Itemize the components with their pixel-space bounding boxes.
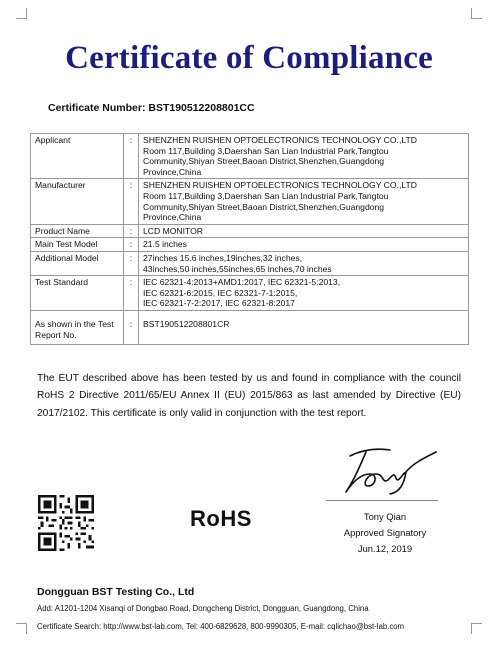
value-line: Community,Shiyan Street,Baoan District,Shenzhen,Guangdong (143, 201, 385, 212)
value-line: SHENZHEN RUISHEN OPTOELECTRONICS TECHNOLOGY CO.,LTD (143, 135, 417, 145)
issuing-company: Dongguan BST Testing Co., Ltd (37, 586, 195, 598)
value-line: IEC 62321-4:2013+AMD1:2017, IEC 62321-5:2013, (143, 277, 341, 288)
crop-mark-bottom-left (16, 623, 27, 634)
value-line: 27inches 15.6 inches,19inches,32 inches, (143, 252, 303, 263)
certificate-number: Certificate Number: BST190512208801CC (48, 102, 255, 114)
value-line: 43inches,50 inches,55inches,65 inches,70 inches (143, 263, 332, 274)
table-row (31, 238, 469, 252)
field-value (139, 311, 469, 345)
colon-separator: : (124, 134, 139, 179)
table-row (31, 179, 469, 224)
rohs-logo: RoHS (190, 506, 252, 531)
field-value (139, 224, 469, 238)
field-label: Manufacturer (31, 179, 124, 224)
value-line: BST190512208801CR (143, 319, 230, 330)
company-address: Add: A1201-1204 Xisanqi of Dongbao Road, Dongcheng District, Dongguan, Guangdong, China (37, 604, 369, 613)
colon-separator: : (124, 311, 139, 345)
certificate-title: Certificate of Compliance (65, 40, 433, 76)
crop-mark-top-left (16, 8, 27, 19)
value-line: IEC 62321-6:2015, IEC 62321-7-1:2015, (143, 287, 298, 298)
handwritten-signature (332, 444, 442, 496)
value-line: Province,China (143, 212, 202, 223)
colon-separator: : (124, 276, 139, 311)
value-line: SHENZHEN RUISHEN OPTOELECTRONICS TECHNOLOGY CO.,LTD (143, 180, 417, 191)
value-line: IEC 62321-7-2:2017, IEC 62321-8:2017 (143, 298, 295, 309)
field-value (139, 238, 469, 252)
field-value (139, 276, 469, 311)
table-row (31, 311, 469, 345)
colon-separator: : (124, 251, 139, 275)
value-line: Province,China (143, 166, 202, 177)
field-value (139, 251, 469, 275)
field-label: Product Name (31, 224, 124, 238)
value-line: Community,Shiyan Street,Baoan District,Shenzhen,Guangdong (143, 156, 385, 167)
field-label: Additional Model (31, 251, 124, 275)
table-row (31, 134, 469, 179)
table-row (31, 251, 469, 275)
field-value (139, 179, 469, 224)
crop-mark-bottom-right (471, 623, 482, 634)
certificate-details-table (30, 133, 469, 345)
colon-separator: : (124, 238, 139, 252)
field-label: Test Standard (31, 276, 124, 311)
field-value (139, 134, 469, 179)
value-line: LCD MONITOR (143, 225, 204, 236)
certificate-search-contact: Certificate Search: http://www.bst-lab.com, Tel: 400-6829628, 800-9990305, E-mail: cqlichao@bst-lab.com (37, 622, 405, 631)
qr-code (38, 495, 94, 551)
colon-separator: : (124, 224, 139, 238)
colon-separator: : (124, 179, 139, 224)
signature-line (326, 500, 438, 501)
signatory-name: Tony Qian (363, 511, 407, 522)
value-line: 21.5 inches (143, 239, 187, 250)
field-label: Applicant (31, 134, 124, 179)
signatory-role: Approved Signatory (343, 527, 427, 538)
field-label: Main Test Model (31, 238, 124, 252)
table-row (31, 276, 469, 311)
value-line: Room 117,Building 3,Daershan San Lian Industrial Park,Tangtou (143, 190, 389, 201)
crop-mark-top-right (471, 8, 482, 19)
value-line: Room 117,Building 3,Daershan San Lian Industrial Park,Tangtou (143, 145, 389, 156)
compliance-statement: The EUT described above has been tested by us and found in compliance with the council RoHS 2 Directive 2011/65/EU Annex II (EU) 2015/863 as last amended by Directive (EU) 2017/2102. This certificate is only valid in conjunction with the test report. (37, 373, 461, 419)
field-label: As shown in the Test Report No. (31, 311, 124, 345)
table-row (31, 224, 469, 238)
signature-date: Jun.12, 2019 (357, 543, 413, 554)
